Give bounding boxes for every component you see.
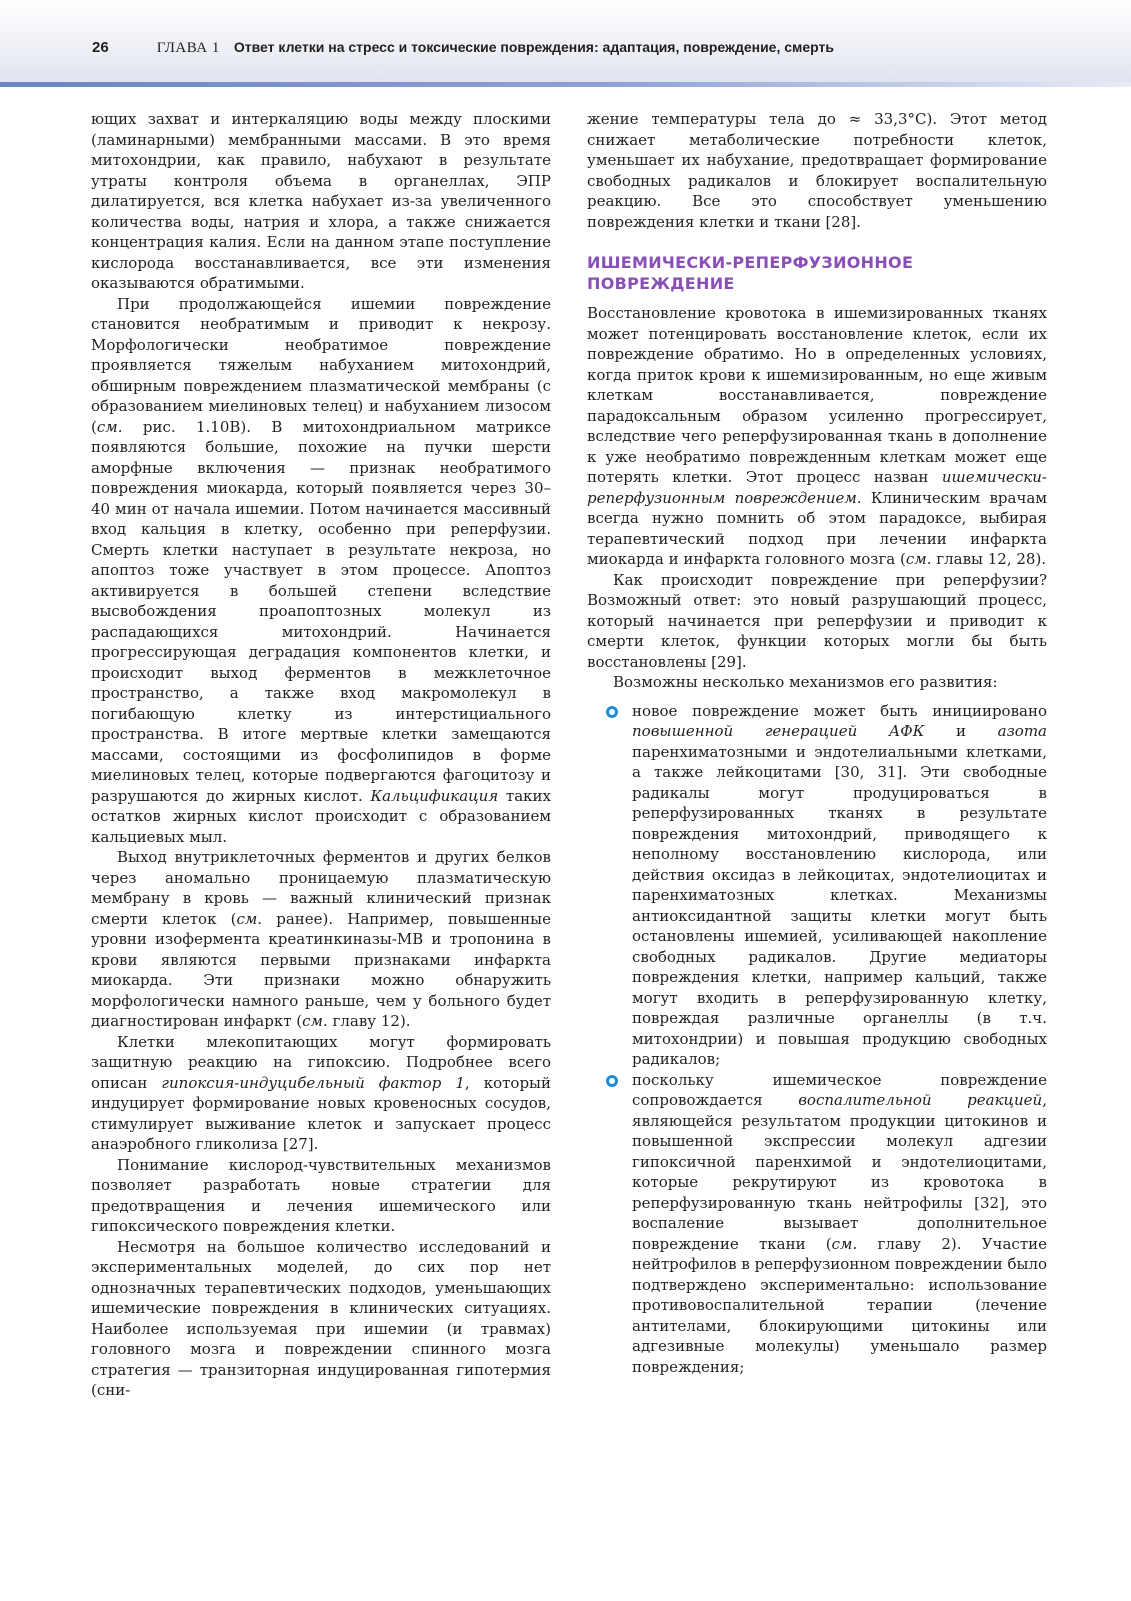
list-item: поскольку ишемическое повреждение сопровождается воспалительной реакцией, являющейся результатом продукции цитокинов и повышенной экспрессии молекул адгезии гипоксичной паренхимой и эндотелиоцитами, которые рекрутируют из кровотока в реперфузированную ткань нейтрофилы [32], это воспаление вызывает дополнительное повреждение ткани (см. главу 2). Участие нейтрофилов в реперфузионном повреждении было подтверждено экспериментально: использование противовоспалительной терапии (лечение антителами, блокирующими цитокины или адгезивные молекулы) уменьшало размер повреждения;	[587, 1070, 1047, 1378]
paragraph-oxygen-sensing: Понимание кислород-чувствительных механизмов позволяет разработать новые стратегии для предотвращения и лечения ишемического или гипоксического повреждения клетки.	[91, 1155, 551, 1235]
paragraph-continuation: ющих захват и интеркаляцию воды между плоскими (ламинарными) мембранными массами. В это время митохондрии, как правило, набухают в результате утраты контроля объема в органеллах, ЭПР дилатируется, вся клетка набухает из-за увеличенного количества воды, натрия и хлора, а также снижается концентрация калия. Если на данном этапе поступление кислорода восстанавливается, все эти изменения оказываются обратимыми.	[91, 110, 551, 292]
running-head	[92, 39, 834, 61]
paragraph-reperfusion-intro: Восстановление кровотока в ишемизированных тканях может потенцировать восстановление клеток, если их повреждение обратимо. Но в определенных условиях, когда приток крови к ишемизированным, но еще живым клеткам восстанавливается, повреждение парадоксальным образом усиленно прогрессирует, вследствие чего реперфузированная ткань в дополнение к уже необратимо поврежденным клеткам может еще потерять клетки. Этот процесс назван ишемически-реперфузионным повреждением. Клиническим врачам всегда нужно помнить об этом парадоксе, выбирая терапевтический подход при лечении инфаркта миокарда и инфаркта головного мозга (см. главы 12, 28).	[587, 304, 1047, 568]
term-ischemia-reperfusion: ишемически-реперфузионным повреждением	[587, 468, 1047, 507]
chapter-title: Ответ клетки на стресс и токсические повреждения: адаптация, повреждение, смерть	[233, 39, 835, 55]
paragraph-hypothermia: жение температуры тела до ≈ 33,3°С). Этот метод снижает метаболические потребности клеток, уменьшает их набухание, предотвращает формирование свободных радикалов и блокирует воспалительную реакцию. Все это способствует уменьшению повреждения клетки и ткани [28].	[587, 110, 1047, 231]
bullet-circle-icon	[606, 706, 618, 718]
term-hif1: гипоксия-индуцибельный фактор 1	[161, 1073, 465, 1092]
paragraph-mechanisms-intro: Возможны несколько механизмов его развития:	[613, 673, 998, 691]
paragraph-irreversible-injury: При продолжающейся ишемии повреждение становится необратимым и приводит к некрозу. Морфологически необратимое повреждение проявляется тяжелым набуханием митохондрий, обширным повреждением плазматической мембраны (с образованием миелиновых телец) и набуханием лизосом (см. рис. 1.10В). В митохондриальном матриксе появляются большие, похожие на пучки шерсти аморфные включения — признак необратимого повреждения миокарда, который появляется через 30–40 мин от начала ишемии. Потом начинается массивный вход кальция в клетку, особенно при реперфузии. Смерть клетки наступает в результате некроза, но апоптоз тоже участвует в этом процессе. Апоптоз активируется в большей степени вследствие высвобождения проапоптозных молекул из распадающихся митохондрий. Начинается прогрессирующая деградация компонентов клетки, и происходит выход ферментов в межклеточное пространство, а также вход макромолекул в погибающую клетку из интерстициального пространства. В итоге мертвые клетки замещаются массами, состоящими из фосфолипидов в форме миелиновых телец, которые подвергаются фагоцитозу и разрушаются до жирных кислот. Кальцификация таких остатков жирных кислот происходит с образованием кальциевых мыл.	[91, 294, 552, 846]
left-column	[91, 109, 551, 1401]
paragraph-therapy: Несмотря на большое количество исследований и экспериментальных моделей, до сих пор нет однозначных терапевтических подходов, уменьшающих ишемические повреждения в клинических ситуациях. Наиболее используемая при ишемии (и травмах) головного мозга и повреждении спинного мозга стратегия — транзиторная индуцированная гипотермия (сни-	[91, 1237, 551, 1399]
paragraph-enzyme-release: Выход внутриклеточных ферментов и других белков через аномально проницаемую плазматическую мембрану в кровь — важный клинический признак смерти клеток (см. ранее). Например, повышенные уровни изофермента креатинкиназы-МВ и тропонина в крови являются первыми признаками инфаркта миокарда. Эти признаки можно обнаружить морфологически намного раньше, чем у больного будет диагностирован инфаркт (см. главу 12).	[91, 848, 551, 1030]
right-column	[587, 109, 1047, 1377]
paragraph-hypoxia-response: Клетки млекопитающих могут формировать защитную реакцию на гипоксию. Подробнее всего описан гипоксия-индуцибельный фактор 1, который индуцирует формирование новых кровеносных сосудов, стимулирует выживание клеток и запускает процесс анаэробного гликолиза [27].	[91, 1032, 551, 1153]
section-heading: ИШЕМИЧЕСКИ-РЕПЕРФУЗИОННОЕ ПОВРЕЖДЕНИЕ	[587, 253, 914, 293]
bullet-circle-icon	[606, 1075, 618, 1087]
list-item: новое повреждение может быть инициировано повышенной генерацией АФК и азота паренхиматозными и эндотелиальными клетками, а также лейкоцитами [30, 31]. Эти свободные радикалы могут продуцироваться в реперфузированных тканях в результате повреждения митохондрий, приводящего к неполному восстановлению кислорода, или действия оксидаз в лейкоцитах, эндотелиоцитах и паренхиматозных клетках. Механизмы антиоксидантной защиты клетки могут быть остановлены ишемией, усиливающей накопление свободных радикалов. Другие медиаторы повреждения клетки, например кальций, также могут входить в реперфузированную клетку, повреждая различные органеллы (в т.ч. митохондрии) и повышая продукцию свободных радикалов;	[587, 701, 1047, 1070]
chapter-label: ГЛАВА 1	[156, 40, 220, 56]
header-accent-line	[0, 82, 1131, 87]
page-number: 26	[92, 39, 109, 56]
paragraph-reperfusion-question: Как происходит повреждение при реперфузии? Возможный ответ: это новый разрушающий процесс, который начинается при реперфузии и приводит к смерти клеток, функции которых могли бы быть восстановлены [29].	[587, 570, 1047, 671]
mechanism-list	[587, 701, 1047, 1378]
term-calcification: Кальцификация	[370, 786, 499, 805]
